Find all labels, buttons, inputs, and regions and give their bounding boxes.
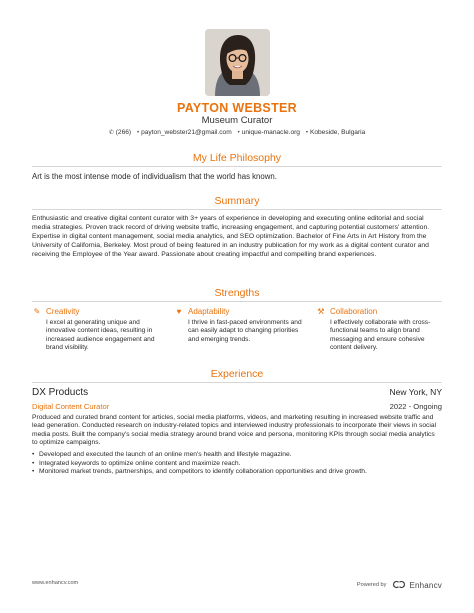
candidate-role: Museum Curator bbox=[201, 115, 273, 126]
contact-phone bbox=[109, 129, 131, 136]
contact-info bbox=[0, 129, 474, 136]
footer-site-link[interactable]: www.enhancv.com bbox=[32, 580, 79, 586]
strength-name: Collaboration bbox=[330, 307, 378, 316]
link-icon: • bbox=[237, 130, 240, 136]
philosophy-divider bbox=[32, 166, 442, 167]
enhancv-logo-icon bbox=[392, 576, 406, 594]
location-icon: • bbox=[305, 130, 308, 136]
location-text: Kobeside, Bulgaria bbox=[309, 129, 366, 136]
powered-by-label: Powered by bbox=[356, 582, 387, 588]
contact-location bbox=[306, 129, 365, 136]
email-icon: • bbox=[136, 130, 140, 136]
contact-website[interactable] bbox=[238, 129, 300, 136]
experience-bullets bbox=[32, 451, 442, 477]
phone-icon: ✆ bbox=[108, 130, 114, 136]
list-item: • Developed and executed the launch of an online men's health and lifestyle magazine. bbox=[32, 451, 442, 460]
experience-dates: 2022 - Ongoing bbox=[389, 402, 442, 411]
strength-desc: I effectively collaborate with cross-functional teams to align brand messaging and ensure cohesive content delivery. bbox=[330, 319, 431, 352]
footer-branding bbox=[357, 576, 442, 594]
experience-company: DX Products bbox=[32, 387, 89, 398]
strength-name: Adaptability bbox=[188, 307, 230, 316]
summary-text: Enthusiastic and creative digital content curator with 3+ years of experience in developing and executing online editorial and social media strategies. Proven track record of driving website traffic, increasing engagement, and capturing potential customers' attention. Expertise in digital content management, social media analytics, and SEO optimization. Bachelor of Fine Arts in Art History from the University of California, Berkeley. Most proud of being featured in an industry publication for my work as a digital content curator and receiving the Employee of the Year award. Passionate about creating impactful and compelling brand experiences. bbox=[32, 215, 430, 258]
strength-desc: I thrive in fast-paced environments and can easily adapt to changing priorities and emerging trends. bbox=[188, 319, 302, 343]
phone-text: (266) bbox=[115, 129, 132, 136]
experience-description: Produced and curated brand content for articles, social media platforms, videos, and marketing resulting in increased website traffic and lead generation. Conducted research on industry-related topics and interviewed industry professionals to incorporate their views in social media posts. Built the company's social media strategy around brand voice and persona, monitoring KPIs through social media analytics to optimize campaigns. bbox=[32, 414, 437, 447]
strength-item-creativity bbox=[32, 307, 162, 353]
list-item: • Integrated keywords to optimize online content and maximize reach. bbox=[32, 460, 442, 469]
experience-heading: Experience bbox=[210, 368, 264, 380]
experience-job-title: Digital Content Curator bbox=[32, 402, 110, 411]
candidate-name: PAYTON WEBSTER bbox=[177, 101, 297, 115]
contact-email[interactable] bbox=[137, 129, 232, 136]
strengths-divider bbox=[32, 301, 442, 302]
heart-icon: ♥ bbox=[176, 307, 182, 316]
brand-name: Enhancv bbox=[409, 580, 442, 590]
strength-item-adaptability bbox=[174, 307, 304, 344]
philosophy-text: Art is the most intense mode of individualism that the world has known. bbox=[32, 172, 277, 181]
summary-divider bbox=[32, 209, 442, 210]
profile-photo bbox=[205, 29, 270, 96]
experience-location: New York, NY bbox=[389, 387, 442, 397]
summary-heading: Summary bbox=[214, 195, 260, 207]
website-text: unique-manacle.org bbox=[241, 129, 300, 136]
strengths-heading: Strengths bbox=[214, 287, 260, 299]
philosophy-heading: My Life Philosophy bbox=[192, 152, 282, 164]
strength-desc: I excel at generating unique and innovative content ideas, resulting in increased audience engagement and brand visibility. bbox=[46, 319, 155, 352]
strength-item-collaboration bbox=[316, 307, 446, 353]
list-item: • Monitored market trends, partnerships, and competitors to identify collaboration opportunities and drive growth. bbox=[32, 468, 442, 477]
experience-divider bbox=[32, 382, 442, 383]
email-text: payton_webster21@gmail.com bbox=[141, 129, 232, 136]
wand-icon: ✎ bbox=[33, 307, 41, 316]
handshake-icon: ⚒ bbox=[317, 307, 325, 316]
strength-name: Creativity bbox=[46, 307, 80, 316]
